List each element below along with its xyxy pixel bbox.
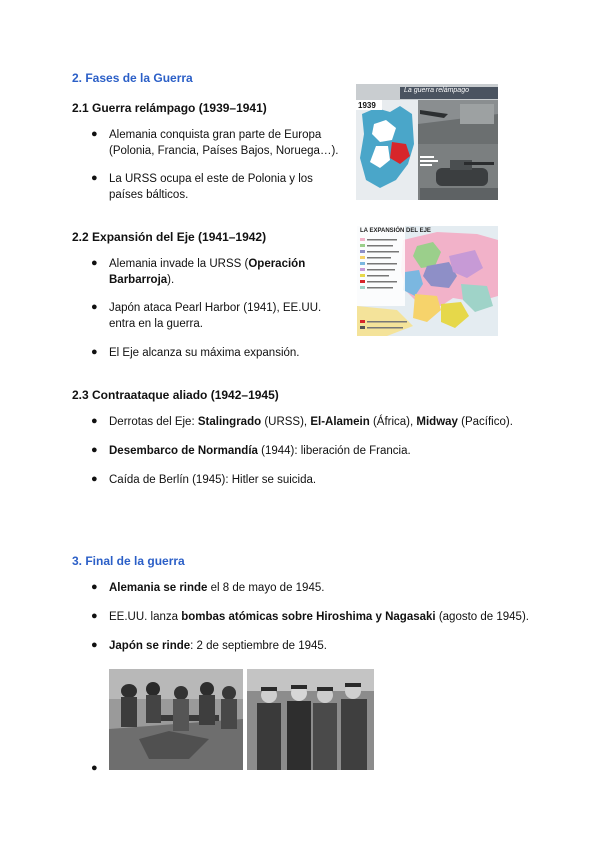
list-item-bold: Midway (416, 416, 458, 428)
subsection-2-1-title: 2.1 Guerra relámpago (1939–1941) (72, 101, 267, 115)
axis-map-title: LA EXPANSIÓN DEL EJE (360, 228, 431, 234)
blitzkrieg-banner: La guerra relámpago (404, 87, 469, 94)
section-3-title: 3. Final de la guerra (72, 554, 185, 568)
list-item-text: (Pacífico). (457, 416, 513, 428)
bullet: ● (91, 762, 98, 774)
section-2-title: 2. Fases de la Guerra (72, 71, 193, 85)
list-item-text: EE.UU. lanza (109, 611, 182, 623)
subsection-2-3-title: 2.3 Contraataque aliado (1942–1945) (72, 388, 279, 402)
list-item-bold: Alemania se rinde (109, 582, 208, 594)
blitzkrieg-year: 1939 (358, 101, 376, 110)
surrender-photo-left (109, 669, 243, 770)
list-item-text: (agosto de 1945). (435, 611, 529, 623)
bullet: ● (91, 473, 98, 485)
list-item-text: el 8 de mayo de 1945. (207, 582, 325, 594)
bullet: ● (91, 172, 98, 184)
list-item-text: (África), (369, 416, 417, 428)
list-item-bold: El-Alamein (310, 416, 370, 428)
list-item-bold: Japón se rinde (109, 640, 191, 652)
list-item (109, 443, 529, 459)
bullet: ● (91, 301, 98, 313)
soldiers-photo-illustration (109, 669, 243, 770)
blitzkrieg-illustration (356, 84, 498, 200)
list-item: El Eje alcanza su máxima expansión. (109, 347, 300, 359)
bullet: ● (91, 128, 98, 140)
list-item (109, 609, 549, 625)
axis-expansion-map (357, 226, 498, 336)
bullet: ● (91, 257, 98, 269)
list-item-bold: Operación Barbarroja (109, 258, 306, 286)
blitzkrieg-image (356, 84, 498, 200)
subsection-2-2-title: 2.2 Expansión del Eje (1941–1942) (72, 230, 267, 244)
list-item-text: Alemania invade la URSS ( (109, 258, 249, 270)
bullet: ● (91, 444, 98, 456)
list-item (109, 638, 529, 654)
list-item-text: (URSS), (261, 416, 311, 428)
list-item-text: ). (167, 274, 175, 286)
list-item-text: (1944): liberación de Francia. (257, 445, 411, 457)
list-item-bold: bombas atómicas sobre Hiroshima y Nagasaki (181, 611, 436, 623)
bullet: ● (91, 346, 98, 358)
list-item-bold: Desembarco de Normandía (109, 445, 258, 457)
bullet: ● (91, 415, 98, 427)
list-item-text: Derrotas del Eje: (109, 416, 198, 428)
list-item: Japón ataca Pearl Harbor (1941), EE.UU. entra en la guerra. (109, 302, 322, 330)
list-item: Alemania conquista gran parte de Europa (Polonia, Francia, Países Bajos, Noruega…). (109, 129, 339, 157)
axis-expansion-illustration (357, 226, 498, 336)
bullet: ● (91, 610, 98, 622)
bullet: ● (91, 581, 98, 593)
list-item (109, 256, 344, 288)
list-item: La URSS ocupa el este de Polonia y los países bálticos. (109, 173, 313, 201)
officers-photo-illustration (247, 669, 374, 770)
list-item-text: : 2 de septiembre de 1945. (190, 640, 327, 652)
bullet: ● (91, 639, 98, 651)
list-item (109, 414, 529, 430)
list-item: Caída de Berlín (1945): Hitler se suicida. (109, 474, 317, 486)
surrender-photo-right (247, 669, 374, 770)
list-item-bold: Stalingrado (197, 416, 262, 428)
list-item (109, 580, 529, 596)
